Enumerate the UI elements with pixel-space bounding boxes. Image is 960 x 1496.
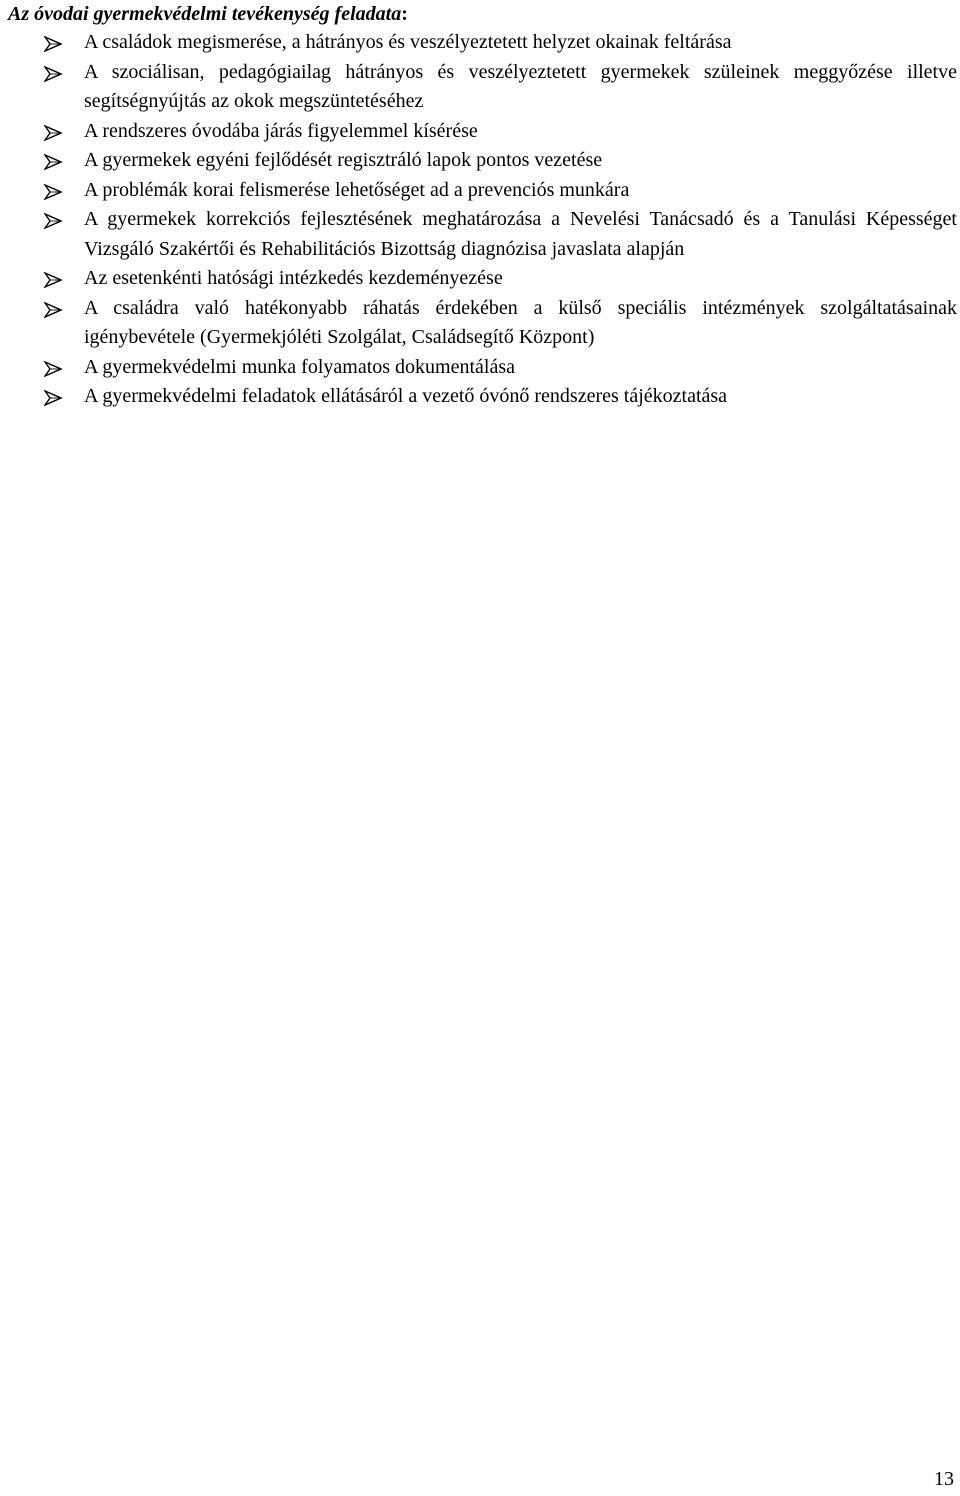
section-heading (8, 0, 408, 28)
arrowhead-bullet-icon (44, 184, 62, 200)
arrowhead-bullet-icon (44, 125, 62, 141)
list-item-text: A gyermekek korrekciós fejlesztésének meghatározása a Nevelési Tanácsadó és a Tanulási Képességet Vizsgáló Szakértői és Rehabilitációs Bizottság diagnózisa javaslata alapján (84, 208, 957, 260)
list-item-text: A családra való hatékonyabb ráhatás érdekében a külső speciális intézmények szolgáltatásainak igénybevétele (Gyermekjóléti Szolgálat, Családsegítő Központ) (84, 296, 957, 348)
list-item (0, 58, 957, 117)
arrowhead-bullet-icon (44, 36, 62, 52)
list-item-text: A gyermekek egyéni fejlődését regisztráló lapok pontos vezetése (84, 149, 603, 171)
arrowhead-bullet-icon (44, 213, 62, 229)
task-list (0, 28, 960, 412)
list-item (0, 353, 957, 383)
list-item (0, 146, 957, 176)
arrowhead-bullet-icon (44, 66, 62, 82)
arrowhead-bullet-icon (44, 154, 62, 170)
page-number: 13 (934, 1468, 954, 1490)
list-item-text: A problémák korai felismerése lehetőséget ad a prevenciós munkára (84, 178, 630, 201)
list-item-text: A rendszeres óvodába járás figyelemmel kísérése (84, 119, 478, 142)
heading-title: Az óvodai gyermekvédelmi tevékenység feladata (8, 3, 402, 25)
list-item-text: A szociálisan, pedagógiailag hátrányos és veszélyeztetett gyermekek szüleinek meggyőzése illetve segítségnyújtás az okok megszüntetéséhez (84, 60, 957, 112)
list-item (0, 117, 957, 147)
arrowhead-bullet-icon (44, 390, 62, 406)
list-item (0, 264, 957, 294)
list-item (0, 205, 957, 264)
list-item (0, 28, 957, 58)
arrowhead-bullet-icon (44, 272, 62, 288)
arrowhead-bullet-icon (44, 361, 62, 377)
list-item-text: A gyermekvédelmi munka folyamatos dokumentálása (84, 355, 515, 378)
list-item (0, 382, 957, 412)
list-item-text: A gyermekvédelmi feladatok ellátásáról a vezető óvónő rendszeres tájékoztatása (84, 385, 728, 407)
list-item-text: Az esetenkénti hatósági intézkedés kezdeményezése (84, 267, 503, 289)
list-item (0, 176, 957, 206)
heading-colon: : (401, 3, 408, 25)
list-item-text: A családok megismerése, a hátrányos és veszélyeztetett helyzet okainak feltárása (84, 31, 732, 53)
arrowhead-bullet-icon (44, 302, 62, 318)
list-item (0, 294, 957, 353)
